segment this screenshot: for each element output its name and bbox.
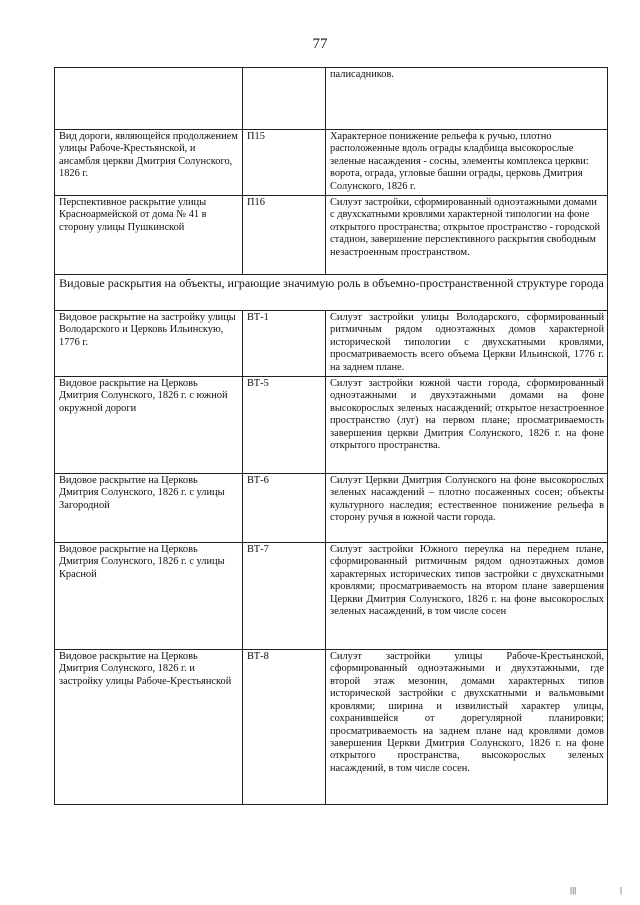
row-name: Перспективное раскрытие улицы Красноармейской от дома № 41 в сторону улицы Пушкинской bbox=[55, 196, 243, 275]
row-code: ВТ-5 bbox=[243, 377, 326, 474]
section-row bbox=[55, 275, 608, 311]
table-row bbox=[55, 311, 608, 377]
row-description: Характерное понижение рельефа к ручью, плотно расположенные вдоль ограды кладбища высокорослые зеленые насаждения - сосны, элементы комплекса церкви: ворота, ограда, угловые башни ограды, церковь Дмитрия Солунского, 1826 г. bbox=[326, 130, 608, 196]
table-row bbox=[55, 130, 608, 196]
row-name: Видовое раскрытие на Церковь Дмитрия Солунского, 1826 г. и застройку улицы Рабоче-Крестьянской bbox=[55, 650, 243, 805]
row-code bbox=[243, 68, 326, 130]
row-code: ВТ-8 bbox=[243, 650, 326, 805]
row-code: ВТ-7 bbox=[243, 543, 326, 650]
row-code: ВТ-6 bbox=[243, 474, 326, 543]
row-name: Видовое раскрытие на Церковь Дмитрия Солунского, 1826 г. с южной окружной дороги bbox=[55, 377, 243, 474]
row-name: Видовое раскрытие на Церковь Дмитрия Солунского, 1826 г. с улицы Загородной bbox=[55, 474, 243, 543]
row-code: ВТ-1 bbox=[243, 311, 326, 377]
row-description: Силуэт застройки улицы Володарского, сформированный ритмичным рядом одноэтажных домов характерной исторической типологии с двухскатными кровлями, просматриваемость всего объема Церкви Ильинской, 1776 г. на заднем плане. bbox=[326, 311, 608, 377]
table-row bbox=[55, 474, 608, 543]
page-number: 77 bbox=[312, 36, 328, 52]
table-row bbox=[55, 68, 608, 130]
scan-mark: | bbox=[620, 886, 623, 895]
table-row bbox=[55, 650, 608, 805]
row-description: Силуэт Церкви Дмитрия Солунского на фоне высокорослых зеленых насаждений – плотно посаженных сосен; объекты культурного наследия; естественное понижение рельефа в сторону ручья в южной части города. bbox=[326, 474, 608, 543]
section-title: Видовые раскрытия на объекты, играющие значимую роль в объемно-пространственной структуре города bbox=[55, 275, 608, 311]
row-description: Силуэт застройки Южного переулка на переднем плане, сформированный ритмичным рядом одноэтажных домов характерных исторических типов застройки с двухскатными кровлями; просматриваемость на втором плане завершения Церкви Дмитрия Солунского, 1826 г. на фоне высокорослых зеленых насаждений, в том числе сосен bbox=[326, 543, 608, 650]
scan-mark: ||| bbox=[570, 886, 577, 895]
row-description: Силуэт застройки южной части города, сформированный одноэтажными и двухэтажными домами на фоне высокорослых зеленых насаждений; открытое незастроенное пространство (луг) на первом плане; просматриваемость завершения церкви Дмитрия Солунского, 1826 г. на фоне открытого пространства. bbox=[326, 377, 608, 474]
table-row bbox=[55, 196, 608, 275]
row-name: Вид дороги, являющейся продолжением улицы Рабоче-Крестьянской, и ансамбля церкви Дмитрия Солунского, 1826 г. bbox=[55, 130, 243, 196]
row-name: Видовое раскрытие на Церковь Дмитрия Солунского, 1826 г. с улицы Красной bbox=[55, 543, 243, 650]
row-name bbox=[55, 68, 243, 130]
row-code: П16 bbox=[243, 196, 326, 275]
row-code: П15 bbox=[243, 130, 326, 196]
table-row bbox=[55, 543, 608, 650]
row-name: Видовое раскрытие на застройку улицы Володарского и Церковь Ильинскую, 1776 г. bbox=[55, 311, 243, 377]
row-description: Силуэт застройки, сформированный одноэтажными домами с двухскатными кровлями характерной типологии на фоне открытого пространства; открытое пространство - городской стадион, завершение перспективного раскрытия свободным незастроенным пространством. bbox=[326, 196, 608, 275]
row-description: Силуэт застройки улицы Рабоче-Крестьянской, сформированный одноэтажными и двухэтажными, где второй этаж мезонин, домами характерных типов исторической застройки с двухскатными и вальмовыми кровлями; ширина и извилистый характер улицы, сохранившейся от дорегулярной планировки; просматриваемость на заднем плане над кровлями домов завершения Церкви Дмитрия Солунского, 1826 г. на фоне открытого пространства, высокорослых зеленых насаждений, в том числе сосен. bbox=[326, 650, 608, 805]
view-corridors-table bbox=[54, 67, 608, 805]
row-description: палисадников. bbox=[326, 68, 608, 130]
table-row bbox=[55, 377, 608, 474]
